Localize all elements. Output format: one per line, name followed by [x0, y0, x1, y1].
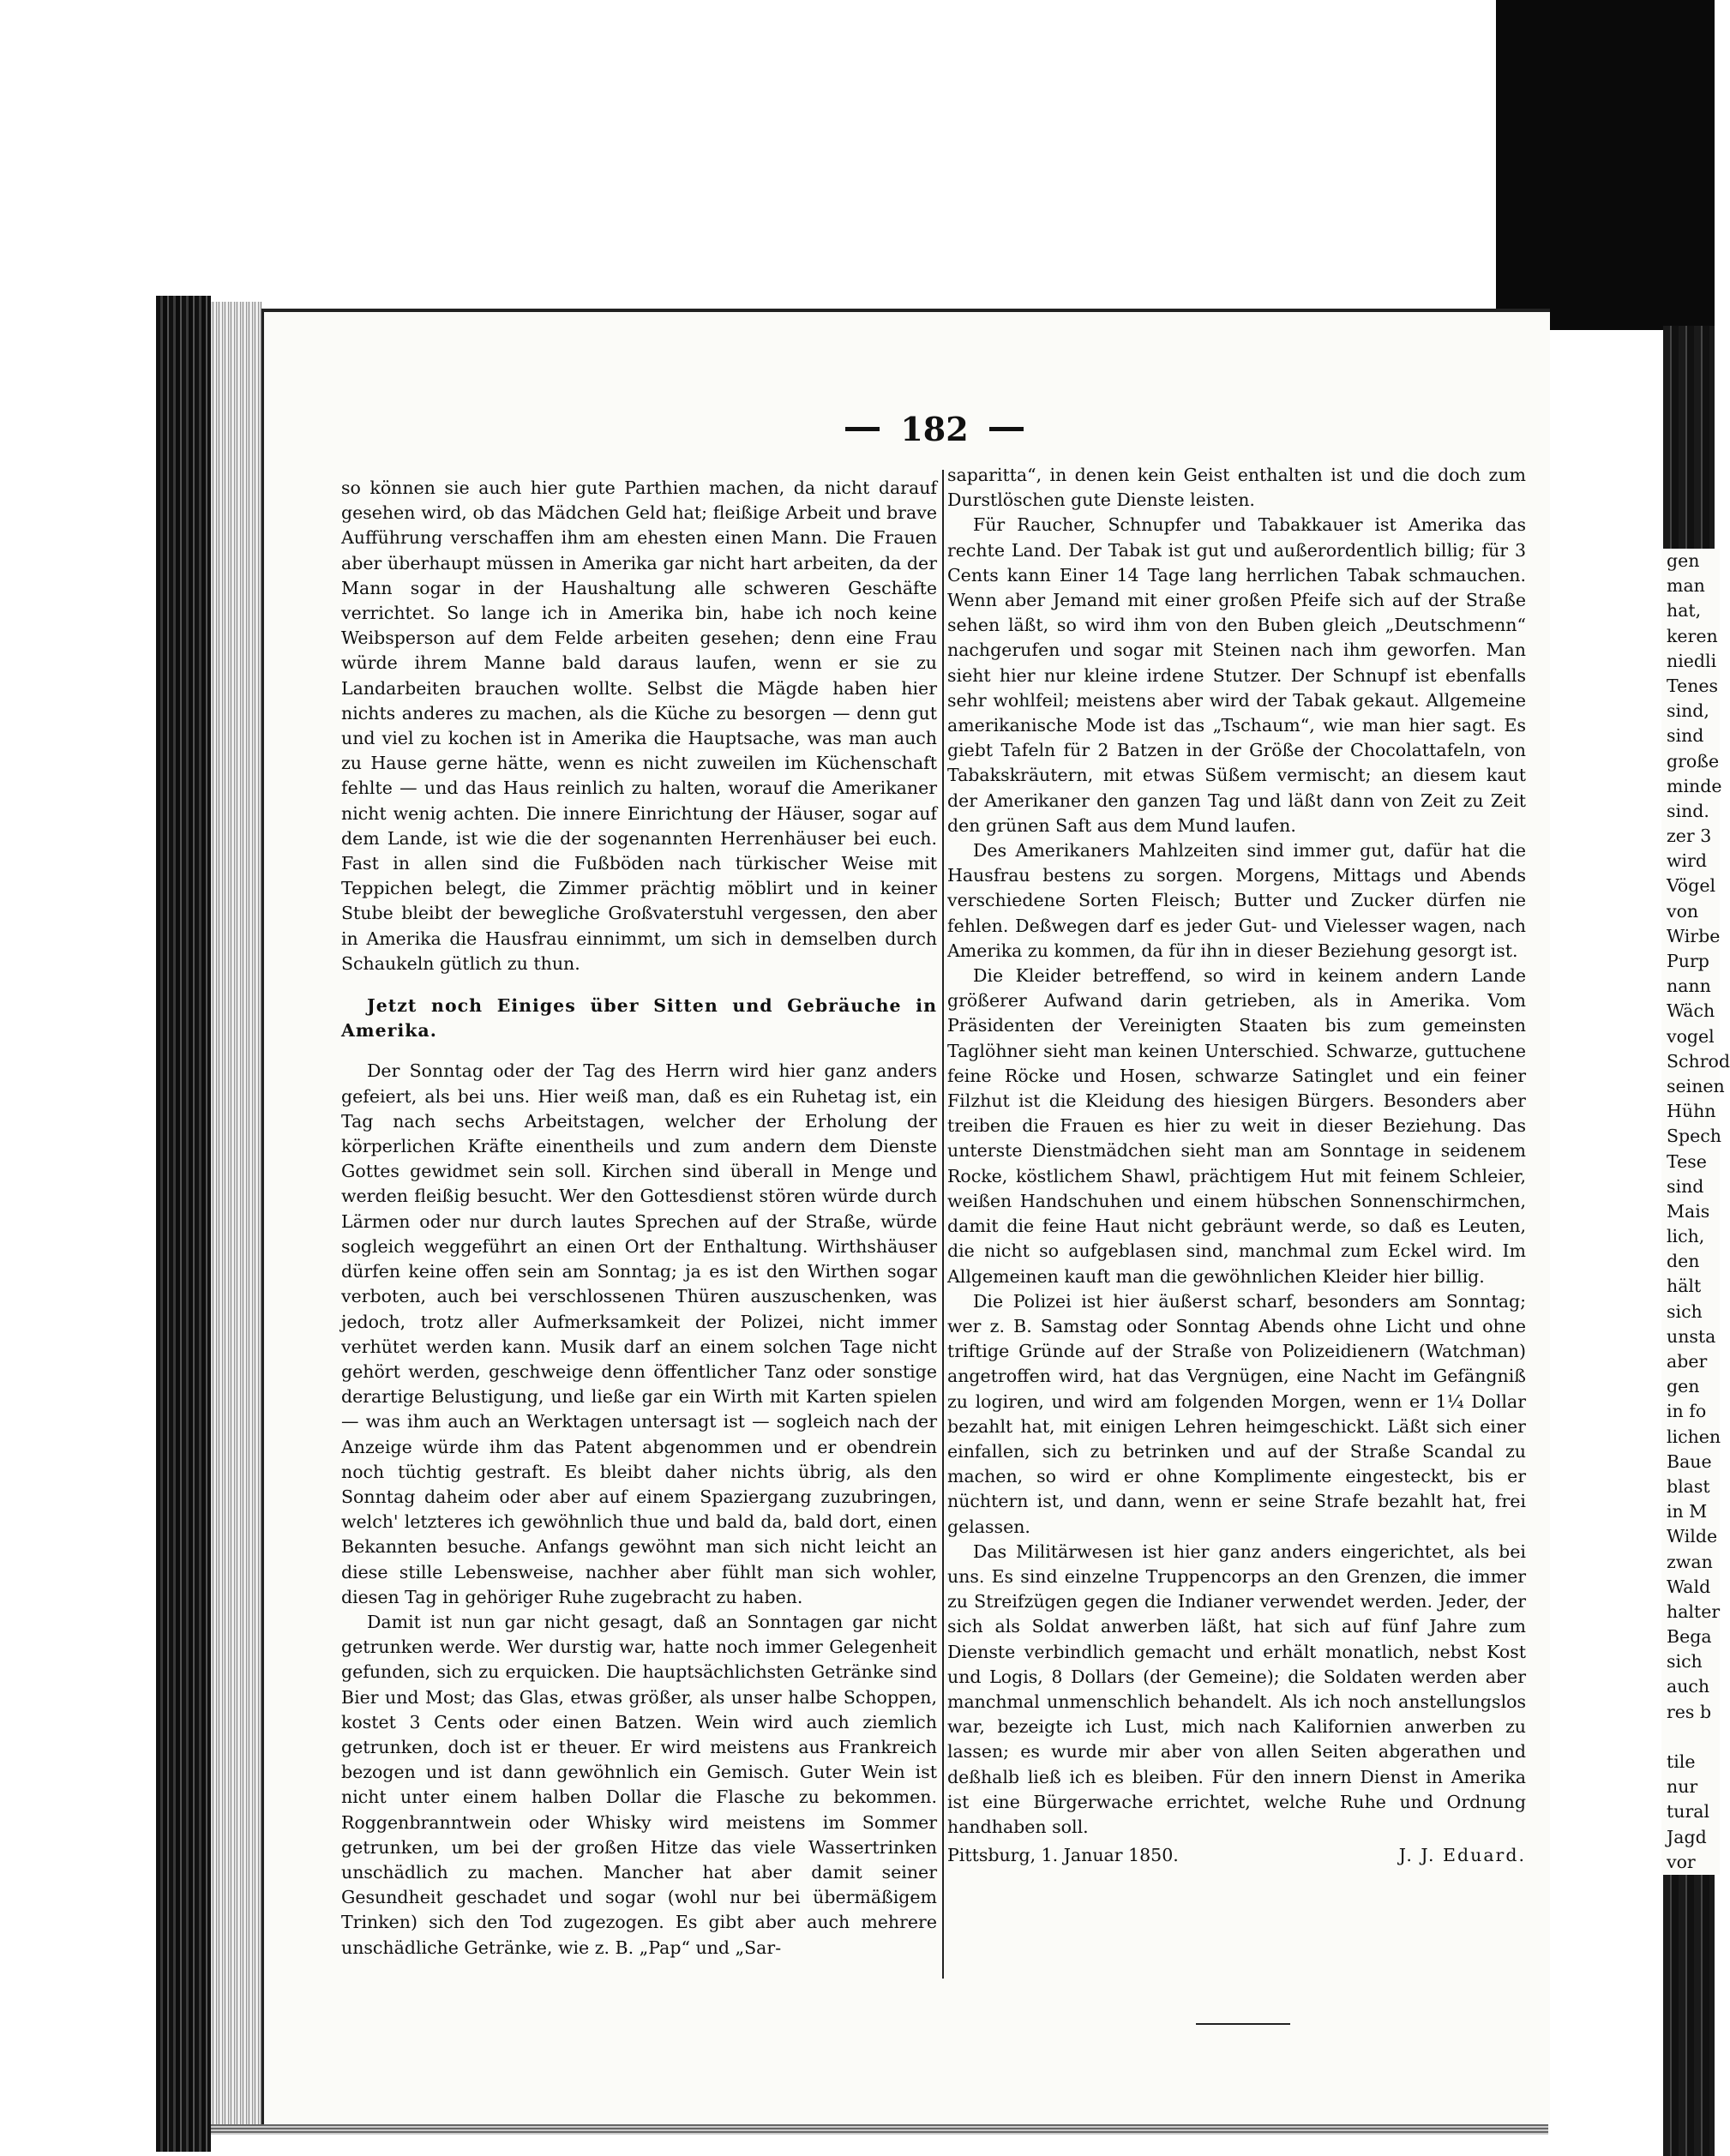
page-stack-bottom — [211, 2124, 1548, 2135]
next-page-fragment: lich, — [1667, 1226, 1705, 1247]
next-page-fragment: hält — [1667, 1276, 1702, 1297]
next-page-fragment: vor — [1667, 1851, 1696, 1872]
next-page-fragment: Purp — [1667, 951, 1709, 971]
next-page-fragment: man — [1667, 575, 1705, 597]
next-page-fragment: halter — [1667, 1600, 1721, 1622]
next-page-fragment: sind — [1667, 725, 1704, 747]
next-page-fragment: große — [1667, 750, 1720, 772]
section-heading: Jetzt noch Einiges über Sitten und Gebräuche in Amerika. — [341, 995, 937, 1042]
author-signature: J. J. Eduard. — [1398, 1845, 1526, 1866]
next-page-fragment: Baue — [1667, 1450, 1712, 1472]
next-page-fragment: gen — [1667, 550, 1700, 571]
next-page-fragment: Wald — [1667, 1576, 1711, 1597]
next-page-fragment: zer 3 — [1667, 826, 1712, 847]
page-header — [840, 403, 1029, 454]
paragraph: Der Sonntag oder der Tag des Herrn wird hier ganz anders gefeiert, als bei uns. Hier weiß man, daß es ein Ruhetag ist, ein Tag nach sechs Arbeitstagen, welcher der Erholung der körperlichen Kräfte einentheils und zum andern dem Dienste Gottes gewidmet sein soll. Kirchen sind überall in Menge und werden fleißig besucht. Wer den Gottesdienst stören würde durch Lärmen oder nur durch lautes Sprechen auf der Straße, würde sogleich weggeführt an einen Ort der Enthaltung. Wirthshäuser dürfen keine offen sein am Sonntag; ja es ist den Wirthen sogar verboten, auch bei verschlossenen Thüren auszuschenken, was jedoch, trotz aller Aufmerksamkeit der Polizei, nicht immer verhütet werden kann. Musik darf an einem solchen Tage nicht gehört werden, geschweige denn öffentlicher Tanz oder sonstige derartige Belustigung, und ließe gar ein Wirth mit Karten spielen — was ihm auch an Werktagen untersagt ist — sogleich nach der Anzeige würde ihm das Patent abgenommen und er obendrein noch tüchtig gestraft. Es bleibt daher nichts übrig, als den Sonntag daheim oder aber auf einem Spaziergang zuzubringen, welch' letzteres ich gewöhnlich thue und bald da, bald dort, einen Bekannten besuche. Anfangs gewöhnt man sich nicht leicht an diese stille Lebensweise, nachher aber fühlt man sich wohler, diesen Tag in gehöriger Ruhe zugebracht zu haben. — [341, 1060, 937, 1607]
next-page-fragment: sind — [1667, 1175, 1704, 1197]
next-page-fragment: unsta — [1667, 1325, 1716, 1347]
next-page-fragment: lichen — [1667, 1426, 1721, 1447]
next-page-fragment: Wirbe — [1667, 925, 1721, 946]
next-page-fragment: keren — [1667, 625, 1718, 646]
next-page-fragment: sind, — [1667, 700, 1709, 722]
next-page-fragment: in fo — [1667, 1401, 1707, 1422]
next-page-fragment: gen — [1667, 1376, 1700, 1397]
paragraph: so können sie auch hier gute Parthien machen, da nicht darauf gesehen wird, ob das Mädchen Geld hat; fleißige Arbeit und brave Aufführung verschaffen ihm am ehesten einen Mann. Die Frauen aber überhaupt müssen in Amerika gar nicht hart arbeiten, da der Mann sogar in der Haushaltung alle schweren Geschäfte verrichtet. So lange ich in Amerika bin, habe ich noch keine Weibsperson auf dem Felde arbeiten gesehen; denn eine Frau würde ihrem Manne bald daraus laufen, wenn er sie zu Landarbeiten brauchen wollte. Selbst die Mägde haben hier nichts anderes zu machen, als die Küche zu besorgen — denn gut und viel zu kochen ist in Amerika die Hauptsache, was man auch zu Hause gerne hätte, wenn es nicht zuweilen im Küchenschaft fehlte — und das Haus reinlich zu halten, worauf die Amerikaner nicht wenig achten. Die innere Einrichtung der Häuser, sogar auf dem Lande, ist wie die der sogenannten Herrenhäuser bei euch. Fast in allen sind die Fußböden nach türkischer Weise mit Teppichen belegt, die Zimmer prächtig möblirt und in keiner Stube bleibt der bewegliche Großvaterstuhl vergessen, den aber in Amerika die Hausfrau einnimmt, um sich in demselben durch Schaukeln gütlich zu thun. — [341, 477, 937, 974]
next-page-fragment: nann — [1667, 976, 1711, 997]
next-page-fragment: zwan — [1667, 1551, 1713, 1572]
next-page-fragment: auch — [1667, 1676, 1710, 1697]
next-page-fragment: Wäch — [1667, 1000, 1715, 1022]
left-text-column — [341, 476, 937, 1961]
column-divider — [942, 470, 944, 1979]
next-page-fragment: sich — [1667, 1300, 1703, 1322]
next-page-fragment: minde — [1667, 775, 1722, 796]
right-text-column — [947, 463, 1526, 1868]
next-page-fragment: aber — [1667, 1351, 1708, 1372]
scan-background-corner — [1496, 0, 1715, 330]
signature-line — [947, 1843, 1526, 1868]
book-spine-edge — [156, 296, 211, 2152]
paragraph: Das Militärwesen ist hier ganz anders eingerichtet, als bei uns. Es sind einzelne Truppencorps an den Grenzen, die immer zu Streifzügen gegen die Indianer verwendet werden. Jeder, der sich als Soldat anwerben läßt, hat sich auf fünf Jahre zum Dienste verbindlich gemacht und erhält monatlich, nebst Kost und Logis, 8 Dollars (der Gemeine); die Soldaten werden aber manchmal unmenschlich behandelt. Als ich noch anstellungslos war, bezeigte ich Lust, mich nach Kalifornien anwerben zu lassen; es wurde mir aber von allen Seiten abgerathen und deßhalb ließ ich es bleiben. Für den innern Dienst in Amerika ist eine Bürgerwache errichtet, welche Ruhe und Ordnung handhaben soll. — [947, 1540, 1526, 1837]
page-number: 182 — [900, 409, 969, 448]
next-page-fragment: Schrod — [1667, 1050, 1730, 1072]
next-page-fragment: Vögel — [1667, 875, 1716, 897]
next-page-fragment: tural — [1667, 1801, 1710, 1823]
next-page-fragment: vogel — [1667, 1025, 1715, 1047]
next-page-fragment: Mais — [1667, 1200, 1710, 1222]
article-end-rule — [1196, 2023, 1290, 2025]
next-page-fragment: Jagd — [1667, 1826, 1707, 1847]
header-dash-right — [989, 427, 1024, 431]
next-page-fragment: sich — [1667, 1651, 1703, 1673]
next-page-fragment: tile — [1667, 1751, 1696, 1772]
next-page-fragment: in M — [1667, 1501, 1708, 1522]
next-page-fragment: wird — [1667, 850, 1708, 872]
paragraph: Die Polizei ist hier äußerst scharf, besonders am Sonntag; wer z. B. Samstag oder Sonntag Abends ohne Licht und ohne triftige Gründe auf der Straße von Polizeidienern (Watchman) angetroffen wird, hat das Vergnügen, eine Nacht im Gefängniß zu logiren, und wird am folgenden Morgen, wenn er 1¼ Dollar bezahlt hat, mit einigen Lehren heimgeschickt. Läßt sich einer einfallen, sich zu betrinken und auf der Straße Scandal zu machen, so wird er ohne Komplimente eingesteckt, bis er nüchtern ist, und dann, wenn er seine Strafe bezahlt hat, frei gelassen. — [947, 1290, 1526, 1537]
next-page-fragment: blast — [1667, 1475, 1710, 1497]
next-page-fragment: seinen — [1667, 1075, 1725, 1096]
page-stack-edges — [211, 302, 262, 2128]
paragraph-continuation: saparitta“, in denen kein Geist enthalten ist und die doch zum Durstlöschen gute Dienste leisten. — [947, 465, 1526, 511]
next-page-fragment: Tese — [1667, 1150, 1707, 1172]
next-page-fragment: Bega — [1667, 1626, 1712, 1648]
next-page-fragment: hat, — [1667, 600, 1702, 622]
next-page-fragment — [1667, 1725, 1720, 1750]
next-page-fragment: Wilde — [1667, 1526, 1718, 1547]
next-page-fragment: niedli — [1667, 650, 1717, 671]
paragraph: Damit ist nun gar nicht gesagt, daß an Sonntagen gar nicht getrunken werde. Wer durstig war, hatte noch immer Gelegenheit gefunden, sich zu erquicken. Die hauptsächlichsten Getränke sind Bier und Most; das Glas, etwas größer, als unser halbe Schoppen, kostet 3 Cents oder einen Batzen. Wein wird auch ziemlich getrunken, doch ist er theuer. Er wird meistens aus Frankreich bezogen und ist dann gewöhnlich ein Gemisch. Guter Wein ist nicht unter einem halben Dollar die Flasche zu bekommen. Roggenbranntwein oder Whisky wird meistens im Sommer getrunken, um bei der großen Hitze das viele Wassertrinken unschädlich zu machen. Mancher hat aber damit seiner Gesundheit geschadet und sogar (wohl nur bei übermäßigem Trinken) sich den Tod zugezogen. Es gibt aber auch mehrere unschädliche Getränke, wie z. B. „Pap“ und „Sar- — [341, 1611, 937, 1958]
paragraph: Die Kleider betreffend, so wird in keinem andern Lande größerer Aufwand darin getrieben, als in Amerika. Vom Präsidenten der Vereinigten Staaten bis zum gemeinsten Taglöhner sieht man keinen Unterschied. Schwarze, guttuchene feine Röcke und Hosen, schwarze Satinglet und ein feiner Filzhut ist die Kleidung des hiesigen Bürgers. Besonders aber treiben die Frauen es hier zu weit in dieser Beziehung. Das unterste Dienstmädchen sieht man am Sonntage in seidenem Rocke, köstlichem Shawl, prächtigem Hut mit feinem Schleier, weißen Handschuhen und einem hübschen Sonnenschirmchen, damit die feine Haut nicht gebräunt werde, so daß es Leuten, die nicht so aufgeblasen sind, manchmal zum Eckel wird. Im Allgemeinen kauft man die gewöhnlichen Kleider hier billig. — [947, 965, 1526, 1287]
next-page-fragment: sind. — [1667, 800, 1709, 821]
header-dash-left — [845, 427, 880, 431]
next-page-fragment: res b — [1667, 1701, 1712, 1722]
paragraph: Des Amerikaners Mahlzeiten sind immer gut, dafür hat die Hausfrau bestens zu sorgen. Morgens, Mittags und Abends verschiedene Sorten Fleisch; Butter und Zucker dürfen nie fehlen. Deßwegen darf es jeder Gut- und Vielesser wagen, nach Amerika zu kommen, da für ihn in dieser Beziehung gesorgt ist. — [947, 840, 1526, 961]
next-page-fragment: Tenes — [1667, 675, 1719, 696]
next-page-fragment: den — [1667, 1251, 1700, 1272]
next-page-fragment: Hühn — [1667, 1101, 1716, 1122]
next-page-fragment: nur — [1667, 1776, 1698, 1798]
next-page-fragment: von — [1667, 900, 1699, 922]
dateline: Pittsburg, 1. Januar 1850. — [947, 1845, 1179, 1866]
next-page-fragment-column — [1661, 549, 1730, 1875]
next-page-fragment: Spech — [1667, 1126, 1721, 1147]
paragraph: Für Raucher, Schnupfer und Tabakkauer ist Amerika das rechte Land. Der Tabak ist gut und außerordentlich billig; für 3 Cents kann Einer 14 Tage lang herrlichen Tabak schmauchen. Wenn aber Jemand mit einer großen Pfeife sich auf der Straße sehen läßt, so wird ihm von den Buben gleich „Deutschmenn“ nachgerufen und sogar mit Steinen nach ihm geworfen. Man sieht hier nur kleine irdene Stutzer. Der Schnupf ist ebenfalls sehr wohlfeil; meistens aber wird der Tabak gekaut. Allgemeine amerikanische Mode ist das „Tschaum“, wie man hier sagt. Es giebt Tafeln für 2 Batzen in der Größe der Chocolattafeln, von Tabakskräutern, mit etwas Süßem vermischt; an diesem kaut der Amerikaner den ganzen Tag und läßt dann von Zeit zu Zeit den grünen Saft aus dem Mund laufen. — [947, 514, 1526, 836]
